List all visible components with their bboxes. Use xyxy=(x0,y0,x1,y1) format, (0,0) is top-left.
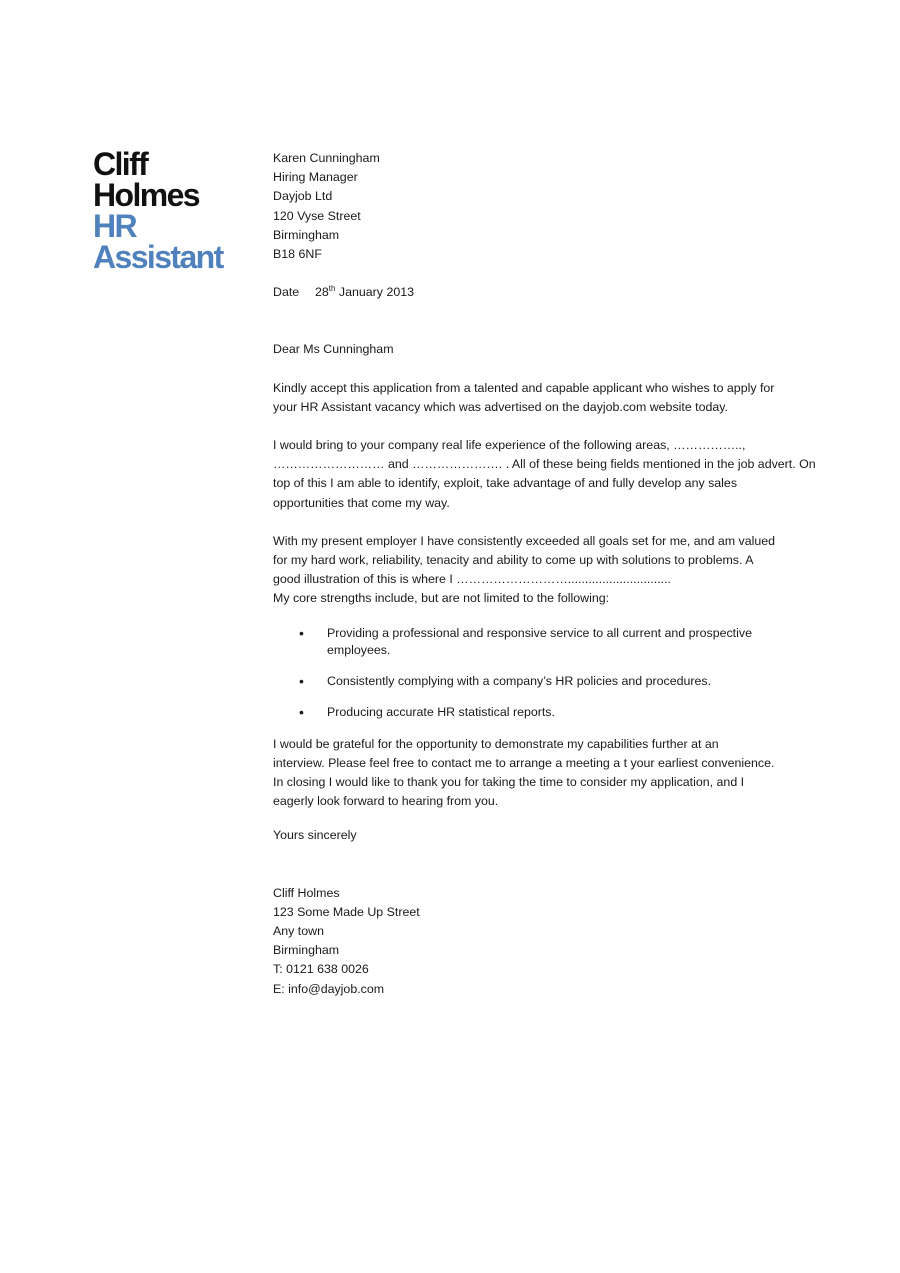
recipient-city: Birmingham xyxy=(273,227,340,242)
sender-name: Cliff Holmes xyxy=(273,885,340,900)
recipient-postcode: B18 6NF xyxy=(273,247,322,262)
sender-address xyxy=(273,884,788,999)
bullet-icon: • xyxy=(299,672,304,689)
paragraph-3 xyxy=(273,532,788,609)
job-role-line1: HR xyxy=(93,208,137,244)
date-label: Date xyxy=(273,285,300,300)
sender-city: Birmingham xyxy=(273,943,340,958)
recipient-name: Karen Cunningham xyxy=(273,151,380,165)
strengths-list xyxy=(273,625,788,721)
core-strengths-intro: My core strengths include, but are not limited to the following: xyxy=(273,591,610,606)
bullet-icon: • xyxy=(299,624,304,641)
paragraph-line: your HR Assistant vacancy which was advertised on the dayjob.com website today. xyxy=(273,399,729,414)
applicant-first-name: Cliff xyxy=(93,146,148,182)
sender-email: E: info@dayjob.com xyxy=(273,981,385,996)
salutation: Dear Ms Cunningham xyxy=(273,342,394,357)
recipient-company: Dayjob Ltd xyxy=(273,189,333,204)
list-item xyxy=(273,704,788,721)
job-role-line2: Assistant xyxy=(93,239,223,275)
paragraph-line: for my hard work, reliability, tenacity and ability to come up with solutions to problems. A xyxy=(273,553,754,568)
paragraph-4 xyxy=(273,735,788,812)
letter-date xyxy=(273,283,788,302)
cover-letter-body xyxy=(273,149,816,999)
recipient-street: 120 Vyse Street xyxy=(273,208,361,223)
paragraph-line: I would be grateful for the opportunity to demonstrate my capabilities further at an xyxy=(273,736,719,751)
paragraph-line: With my present employer I have consistently exceeded all goals set for me, and am valued xyxy=(273,533,776,548)
paragraph-line: good illustration of this is where I ……………………….............................. xyxy=(273,572,671,587)
list-item xyxy=(273,625,788,659)
paragraph-line: eagerly look forward to hearing from you. xyxy=(273,794,499,809)
recipient-address xyxy=(273,149,788,264)
sender-phone: T: 0121 638 0026 xyxy=(273,962,369,977)
date-day: 28 xyxy=(315,285,329,300)
paragraph-1 xyxy=(273,379,788,417)
paragraph-line: opportunities that come my way. xyxy=(273,495,450,510)
list-item xyxy=(273,673,788,690)
bullet-icon: • xyxy=(299,703,304,720)
applicant-name-block xyxy=(93,146,223,275)
strength-text: Consistently complying with a company’s HR policies and procedures. xyxy=(327,673,712,688)
paragraph-2 xyxy=(273,436,816,513)
applicant-last-name: Holmes xyxy=(93,177,199,213)
date-suffix: th xyxy=(328,284,336,294)
paragraph-line: I would bring to your company real life experience of the following areas, …………….., xyxy=(273,438,746,453)
paragraph-line: ……………………… and …………………. . All of these being fields mentioned in the job advert. On xyxy=(273,457,816,472)
date-rest: January 2013 xyxy=(338,285,415,300)
paragraph-line: top of this I am able to identify, exploit, take advantage of and fully develop any sales xyxy=(273,476,738,491)
signoff: Yours sincerely xyxy=(273,828,357,843)
paragraph-line: In closing I would like to thank you for taking the time to consider my application, and I xyxy=(273,775,745,790)
paragraph-line: interview. Please feel free to contact me to arrange a meeting a t your earliest convenience. xyxy=(273,755,775,770)
paragraph-line: Kindly accept this application from a talented and capable applicant who wishes to apply for xyxy=(273,380,775,395)
sender-street: 123 Some Made Up Street xyxy=(273,904,420,919)
recipient-title: Hiring Manager xyxy=(273,170,358,185)
strength-text: Providing a professional and responsive service to all current and prospective employees. xyxy=(327,625,752,657)
strength-text: Producing accurate HR statistical reports. xyxy=(327,704,555,719)
sender-town: Any town xyxy=(273,924,324,939)
